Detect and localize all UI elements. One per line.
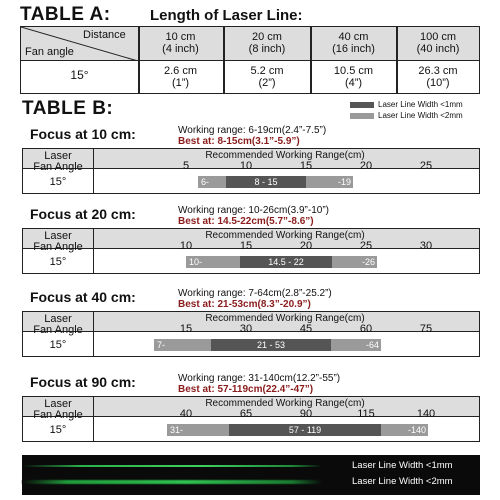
tick-label: 30: [419, 240, 433, 252]
tick-label: 45: [299, 323, 313, 335]
tick-label: 30: [239, 323, 253, 335]
tick-label: 15: [179, 323, 193, 335]
best-range: Best at: 8-15cm(3.1”-5.9”): [178, 136, 300, 147]
table-a: [20, 26, 480, 94]
thick-laser-line: [22, 480, 322, 484]
working-range: Working range: 6-19cm(2.4”-7.5”): [178, 125, 327, 136]
header-distance: Distance: [83, 29, 126, 41]
bar-best-label: 57 - 119: [288, 425, 322, 435]
focus-title: Focus at 40 cm:: [30, 289, 136, 305]
laser-line-photo: [22, 455, 480, 495]
legend-swatch-light: [350, 113, 374, 119]
bar-best-label: 8 - 15: [254, 177, 278, 187]
bar-end-label: -140: [407, 425, 426, 435]
table-b-title: TABLE B:: [22, 98, 114, 119]
best-range: Best at: 57-119cm(22.4”-47”): [178, 384, 314, 395]
tick-label: 75: [419, 323, 433, 335]
fan-angle-value: 15°: [49, 424, 67, 436]
tick-label: 40: [179, 408, 193, 420]
legend-label-light: Laser Line Width <2mm: [378, 111, 463, 120]
header-recommended-range: Recommended Working Range(cm): [205, 398, 365, 409]
fan-angle-value: 15°: [49, 339, 67, 351]
tick-label: 65: [239, 408, 253, 420]
table-a-title: TABLE A:: [20, 4, 111, 25]
header-laser-fan: Laser Fan Angle: [33, 230, 83, 253]
row-label: 15°: [70, 68, 89, 82]
bar-best-label: 14.5 - 22: [268, 257, 304, 267]
col-4-header: 100 cm (40 inch): [416, 31, 460, 55]
header-laser-fan: Laser Fan Angle: [33, 398, 83, 421]
bar-start-label: 6-: [201, 177, 210, 187]
col-3-header: 40 cm (16 inch): [332, 31, 375, 55]
value-4: 26.3 cm (10”): [418, 65, 458, 89]
header-fan-angle: Fan angle: [25, 46, 74, 58]
bottom-label-2mm: Laser Line Width <2mm: [352, 476, 453, 487]
thin-laser-line: [22, 465, 322, 467]
tick-label: 25: [419, 160, 433, 172]
tick-label: 115: [357, 408, 375, 420]
working-range: Working range: 10-26cm(3.9”-10”): [178, 205, 329, 216]
legend-label-dark: Laser Line Width <1mm: [378, 100, 463, 109]
range-table: [22, 148, 480, 194]
col-1-header: 10 cm (4 inch): [162, 31, 199, 55]
bottom-label-1mm: Laser Line Width <1mm: [352, 460, 453, 471]
tick-label: 60: [359, 323, 373, 335]
bar-end-label: -26: [361, 257, 375, 267]
bar-best-label: 21 - 53: [256, 340, 286, 350]
fan-angle-value: 15°: [49, 256, 67, 268]
tick-label: 20: [359, 160, 373, 172]
focus-title: Focus at 10 cm:: [30, 126, 136, 142]
header-recommended-range: Recommended Working Range(cm): [205, 230, 365, 241]
tick-label: 25: [359, 240, 373, 252]
focus-title: Focus at 20 cm:: [30, 206, 136, 222]
tick-label: 10: [179, 240, 193, 252]
working-range: Working range: 7-64cm(2.8”-25.2”): [178, 288, 332, 299]
bar-start-label: 31-: [170, 425, 184, 435]
tick-label: 90: [299, 408, 313, 420]
legend-swatch-dark: [350, 102, 374, 108]
tick-label: 140: [416, 408, 436, 420]
header-laser-fan: Laser Fan Angle: [33, 313, 83, 336]
focus-title: Focus at 90 cm:: [30, 374, 136, 390]
value-1: 2.6 cm (1”): [163, 65, 197, 89]
col-2-header: 20 cm (8 inch): [248, 31, 286, 55]
bar-start-label: 7-: [157, 340, 166, 350]
tick-label: 15: [239, 240, 253, 252]
tick-label: 15: [299, 160, 313, 172]
header-recommended-range: Recommended Working Range(cm): [205, 313, 365, 324]
tick-label: 10: [239, 160, 253, 172]
header-laser-fan: Laser Fan Angle: [33, 150, 83, 173]
value-2: 5.2 cm (2”): [250, 65, 284, 89]
tick-label: 5: [182, 160, 190, 172]
working-range: Working range: 31-140cm(12.2”-55”): [178, 373, 341, 384]
bar-end-label: -64: [365, 340, 379, 350]
range-table: [22, 311, 480, 357]
table-a-subtitle: Length of Laser Line:: [150, 7, 303, 24]
bar-start-label: 10-: [189, 257, 203, 267]
best-range: Best at: 21-53cm(8.3”-20.9”): [178, 299, 311, 310]
range-table: [22, 228, 480, 274]
tick-label: 20: [299, 240, 313, 252]
fan-angle-value: 15°: [49, 176, 67, 188]
best-range: Best at: 14.5-22cm(5.7”-8.6”): [178, 216, 314, 227]
bar-end-label: -19: [337, 177, 351, 187]
header-recommended-range: Recommended Working Range(cm): [205, 150, 365, 161]
value-3: 10.5 cm (4”): [333, 65, 374, 89]
range-table: [22, 396, 480, 442]
